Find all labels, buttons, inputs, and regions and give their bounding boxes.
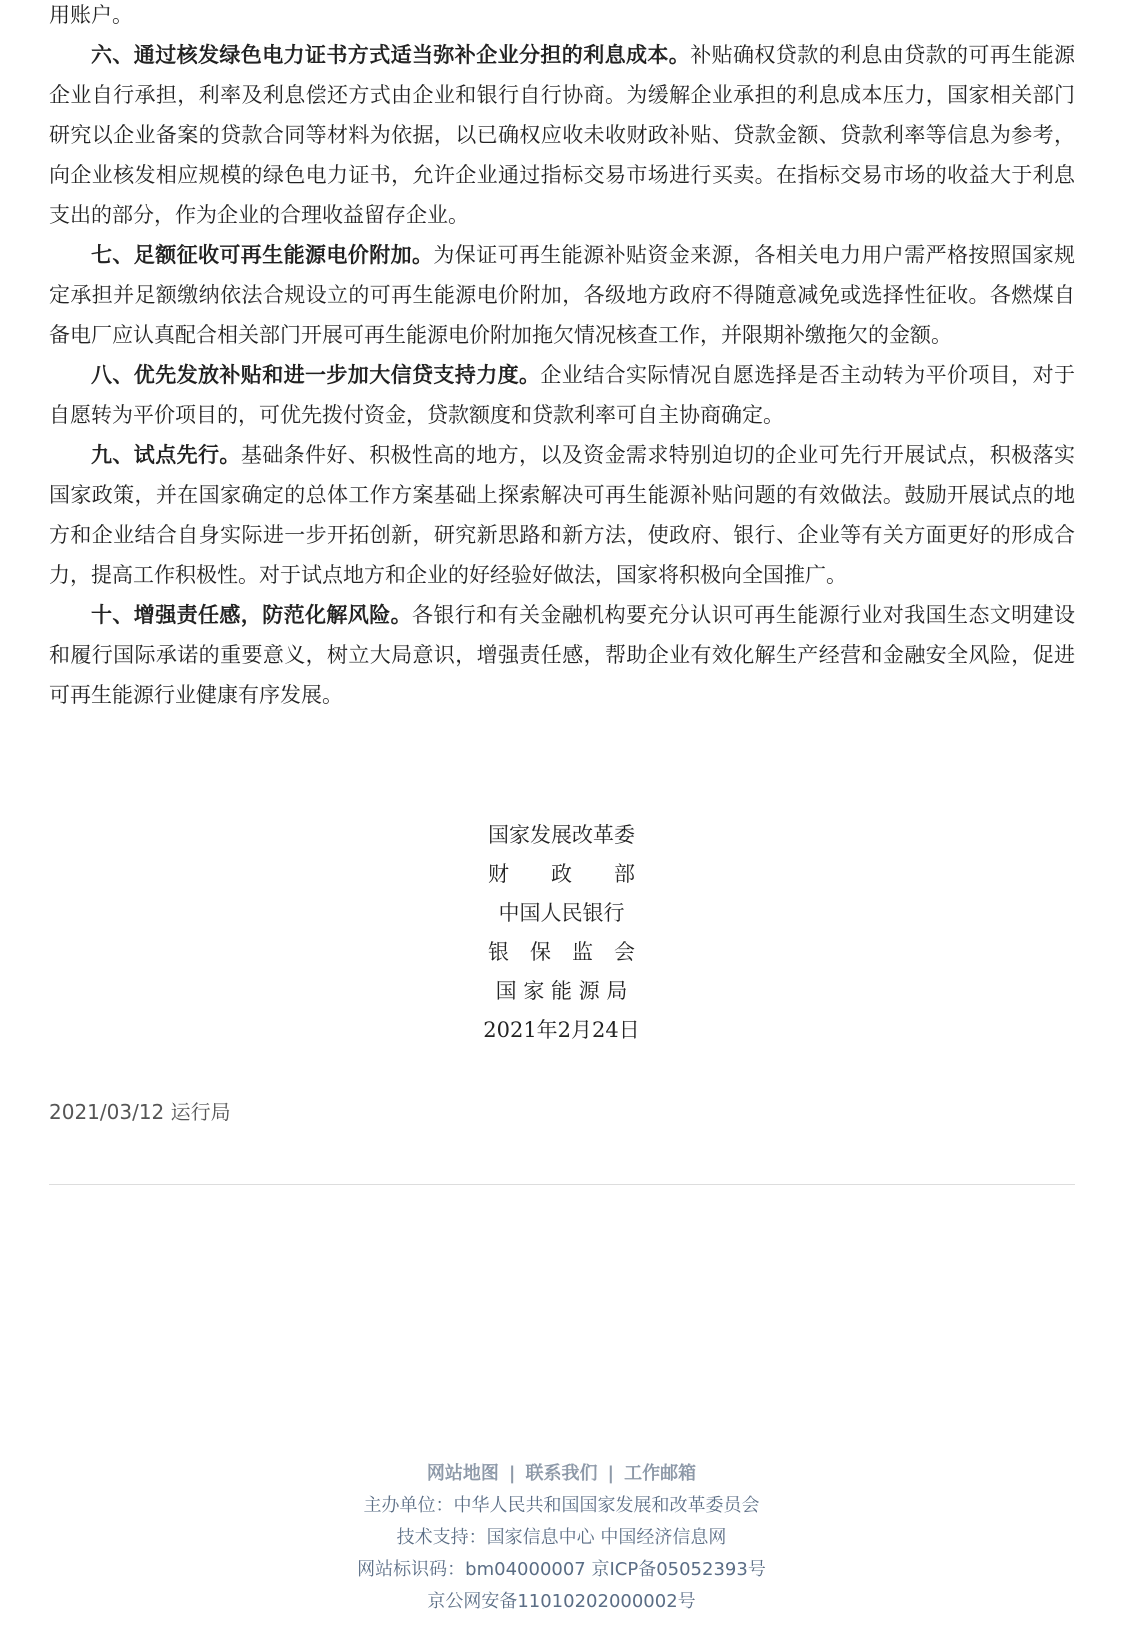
section-10: [49, 595, 1075, 715]
link-separator: |: [607, 1463, 615, 1484]
signatory-cbirc: 银 保 监 会: [488, 940, 635, 964]
section-9-text: 基础条件好、积极性高的地方，以及资金需求特别迫切的企业可先行开展试点，积极落实国家政策，并在国家确定的总体工作方案基础上探索解决可再生能源补贴问题的有效做法。鼓励开展试点的地方和企业结合自身实际进一步开拓创新，研究新思路和新方法，使政府、银行、企业等有关方面更好的形成合力，提高工作积极性。对于试点地方和企业的好经验好做法，国家将积极向全国推广。: [49, 443, 1076, 587]
section-7-heading: 七、足额征收可再生能源电价附加。: [91, 242, 434, 267]
section-9: [49, 435, 1075, 595]
signature-block: [0, 816, 1123, 1050]
section-8-heading: 八、优先发放补贴和进一步加大信贷支持力度。: [91, 362, 541, 387]
footer-police-record: 京公网安备11010202000002号: [427, 1591, 696, 1612]
footer-tech-support: 技术支持：国家信息中心 中国经济信息网: [396, 1527, 727, 1548]
signature-date: 2021年2月24日: [483, 1018, 640, 1042]
contact-us-link[interactable]: 联系我们: [525, 1463, 598, 1484]
signatory-pboc: 中国人民银行: [498, 901, 625, 925]
footer-sponsor: 主办单位：中华人民共和国国家发展和改革委员会: [363, 1495, 760, 1516]
article-body: [49, 0, 1075, 715]
section-8-text: 企业结合实际情况自愿选择是否主动转为平价项目，对于自愿转为平价项目的，可优先拨付资金，贷款额度和贷款利率可自主协商确定。: [49, 363, 1076, 427]
publish-info: 2021/03/12 运行局: [49, 1100, 231, 1124]
site-footer: [0, 1458, 1123, 1618]
signatory-nea: 国 家 能 源 局: [495, 979, 628, 1003]
footer-site-id: 网站标识码：bm04000007 京ICP备05052393号: [357, 1559, 766, 1580]
signatory-ndrc: 国家发展改革委: [488, 823, 635, 847]
content-divider: [49, 1184, 1075, 1185]
signatory-mof: 财 政 部: [488, 862, 635, 886]
section-10-text: 各银行和有关金融机构要充分认识可再生能源行业对我国生态文明建设和履行国际承诺的重要意义，树立大局意识，增强责任感，帮助企业有效化解生产经营和金融安全风险，促进可再生能源行业健康有序发展。: [49, 603, 1075, 707]
footer-links: [0, 1458, 1123, 1490]
section-7: [49, 235, 1075, 355]
sitemap-link[interactable]: 网站地图: [426, 1463, 499, 1484]
section-6: [49, 35, 1075, 235]
section-9-heading: 九、试点先行。: [91, 442, 241, 467]
work-email-link[interactable]: 工作邮箱: [624, 1463, 697, 1484]
section-10-heading: 十、增强责任感，防范化解风险。: [91, 602, 412, 627]
section-6-text: 补贴确权贷款的利息由贷款的可再生能源企业自行承担，利率及利息偿还方式由企业和银行自行协商。为缓解企业承担的利息成本压力，国家相关部门研究以企业备案的贷款合同等材料为依据，以已确权应收未收财政补贴、贷款金额、贷款利率等信息为参考，向企业核发相应规模的绿色电力证书，允许企业通过指标交易市场进行买卖。在指标交易市场的收益大于利息支出的部分，作为企业的合理收益留存企业。: [49, 43, 1076, 227]
section-7-text: 为保证可再生能源补贴资金来源，各相关电力用户需严格按照国家规定承担并足额缴纳依法合规设立的可再生能源电价附加，各级地方政府不得随意减免或选择性征收。各燃煤自备电厂应认真配合相关部门开展可再生能源电价附加拖欠情况核查工作，并限期补缴拖欠的金额。: [49, 243, 1076, 347]
section-8: [49, 355, 1075, 435]
section-6-heading: 六、通过核发绿色电力证书方式适当弥补企业分担的利息成本。: [91, 42, 691, 67]
intro-tail: 用账户。: [49, 3, 133, 27]
link-separator: |: [508, 1463, 516, 1484]
